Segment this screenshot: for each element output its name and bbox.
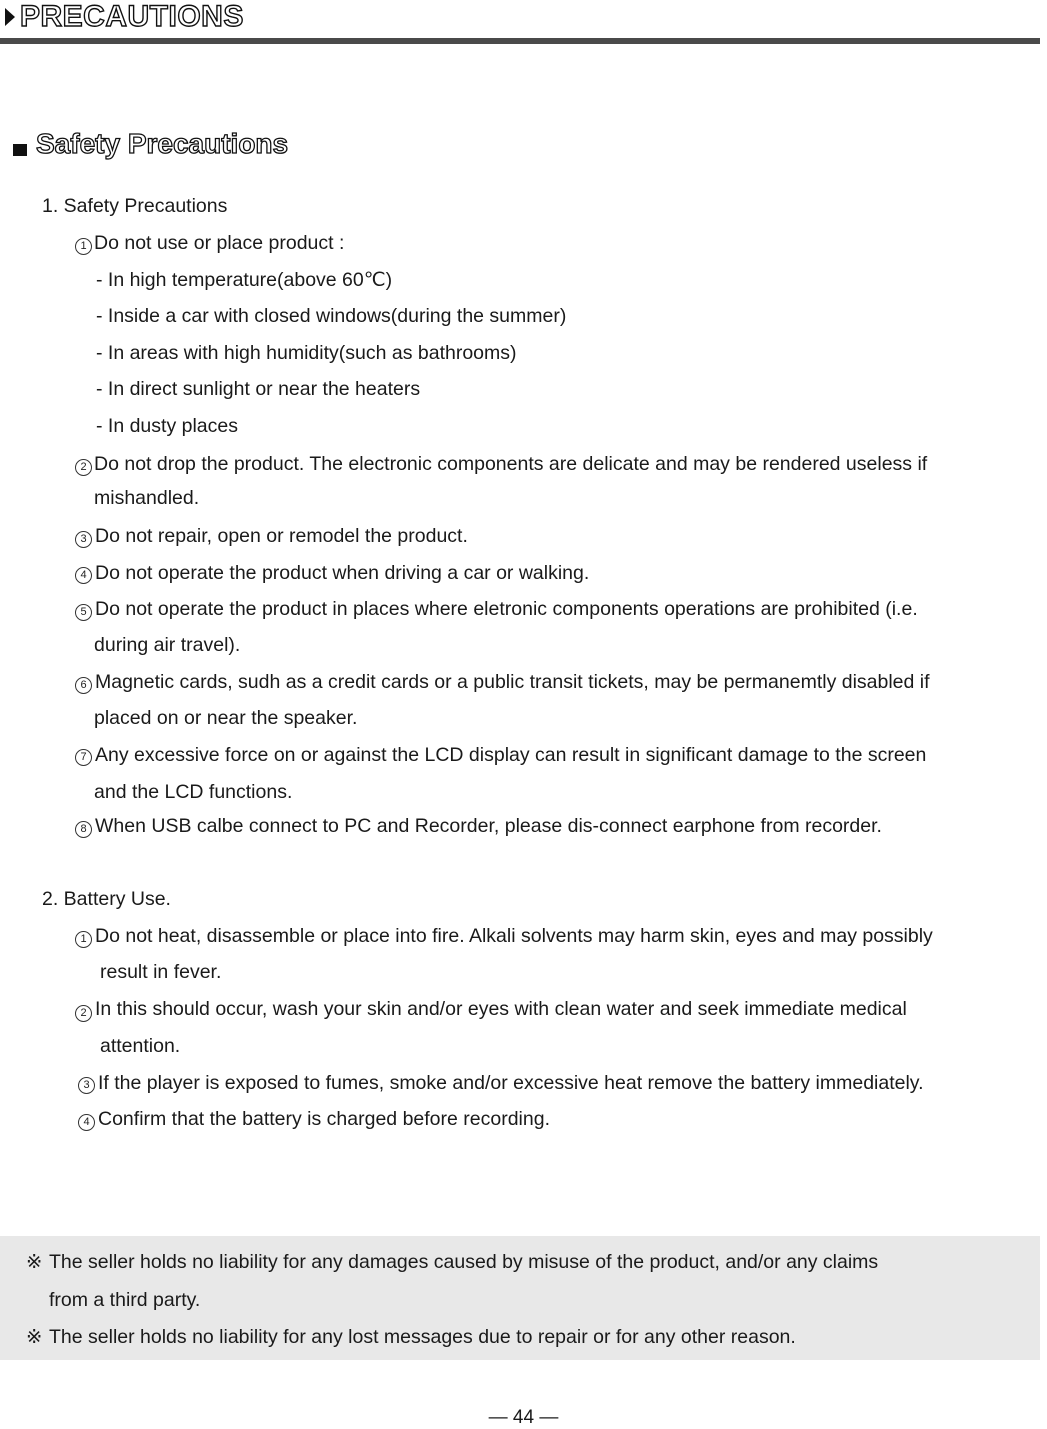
notice-line-cont: from a third party.: [49, 1289, 201, 1311]
item-number: 1: [75, 931, 92, 948]
list-item: Do not operate the product in places where eletronic components operations are prohibited (i.e.: [95, 598, 918, 620]
item-number: 7: [75, 749, 92, 766]
list-item-cont: result in fever.: [100, 961, 222, 983]
item-number: 2: [75, 459, 92, 476]
item-number: 3: [75, 531, 92, 548]
list-item: Do not repair, open or remodel the product.: [95, 525, 468, 547]
list-item-cont: and the LCD functions.: [94, 781, 293, 803]
list-item-cont: attention.: [100, 1035, 181, 1057]
item-number: 3: [78, 1077, 95, 1094]
list-item-cont: mishandled.: [94, 487, 200, 509]
reference-mark-icon: ※: [26, 1326, 43, 1348]
section-title: Safety Precautions: [36, 128, 289, 159]
square-bullet-icon: [13, 144, 27, 156]
list-item: When USB calbe connect to PC and Recorder, please dis-connect earphone from recorder.: [95, 815, 882, 837]
list-item: Do not use or place product :: [94, 232, 345, 254]
sub-item: - In areas with high humidity(such as bathrooms): [96, 342, 517, 364]
section2-heading: 2. Battery Use.: [42, 888, 171, 910]
sub-item: - Inside a car with closed windows(during the summer): [96, 305, 567, 327]
notice-box: [0, 1236, 1040, 1360]
page-title: PRECAUTIONS: [20, 0, 244, 33]
item-number: 1: [75, 238, 92, 255]
list-item: Do not operate the product when driving a car or walking.: [95, 562, 590, 584]
item-number: 4: [75, 567, 92, 584]
list-item-cont: during air travel).: [94, 634, 241, 656]
sub-item: - In high temperature(above 60℃): [96, 269, 393, 291]
item-number: 5: [75, 604, 92, 621]
list-item: Do not heat, disassemble or place into fire. Alkali solvents may harm skin, eyes and may possibly: [95, 925, 933, 947]
list-item: Do not drop the product. The electronic components are delicate and may be rendered useless if: [94, 453, 928, 475]
page-number: — 44 —: [488, 1407, 559, 1428]
sub-item: - In dusty places: [96, 415, 238, 437]
section1-heading: 1. Safety Precautions: [42, 195, 228, 217]
list-item: Any excessive force on or against the LCD display can result in significant damage to the screen: [95, 744, 927, 766]
reference-mark-icon: ※: [26, 1251, 43, 1273]
item-number: 6: [75, 677, 92, 694]
list-item: If the player is exposed to fumes, smoke and/or excessive heat remove the battery immediately.: [98, 1072, 924, 1094]
header-rule: [0, 38, 1040, 44]
item-number: 4: [78, 1114, 95, 1131]
list-item: In this should occur, wash your skin and/or eyes with clean water and seek immediate medical: [95, 998, 907, 1020]
page-header: [0, 0, 1047, 46]
notice-line: The seller holds no liability for any damages caused by misuse of the product, and/or any claims: [49, 1251, 879, 1273]
list-item-cont: placed on or near the speaker.: [94, 707, 358, 729]
list-item: Confirm that the battery is charged before recording.: [98, 1108, 550, 1130]
notice-line: The seller holds no liability for any lost messages due to repair or for any other reason.: [49, 1326, 796, 1348]
sub-item: - In direct sunlight or near the heaters: [96, 378, 421, 400]
triangle-bullet-icon: [5, 8, 15, 26]
item-number: 2: [75, 1005, 92, 1022]
item-number: 8: [75, 821, 92, 838]
list-item: Magnetic cards, sudh as a credit cards or a public transit tickets, may be permanemtly disabled if: [95, 671, 930, 693]
